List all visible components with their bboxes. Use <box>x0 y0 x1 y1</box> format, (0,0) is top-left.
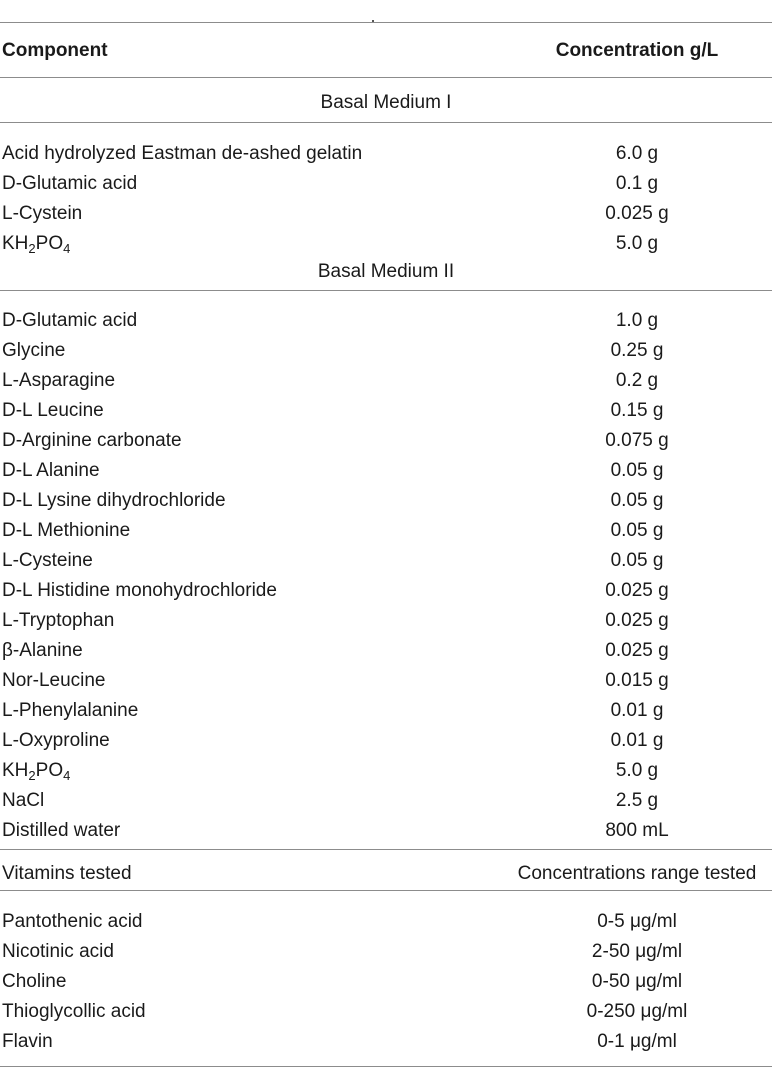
component-value: 0.15 g <box>610 400 664 421</box>
table-row <box>0 907 772 937</box>
table-row <box>0 937 772 967</box>
component-name: L-Cysteine <box>2 550 93 571</box>
basal-medium-1-rule <box>0 122 772 123</box>
component-name: L-Oxyproline <box>2 730 110 751</box>
vitamins-header-rule <box>0 890 772 891</box>
top-rule <box>0 22 772 23</box>
vitamin-range: 0-50 μg/ml <box>591 971 683 992</box>
component-value: 5.0 g <box>615 760 659 781</box>
component-name: L-Tryptophan <box>2 610 115 631</box>
header-rule <box>0 77 772 78</box>
component-value: 0.015 g <box>605 670 669 691</box>
table-row <box>0 606 772 636</box>
component-value: 0.1 g <box>615 173 659 194</box>
component-name: Nor-Leucine <box>2 670 106 691</box>
table-row <box>0 366 772 396</box>
vitamin-range: 0-5 μg/ml <box>597 911 677 932</box>
table-row <box>0 426 772 456</box>
component-value: 0.025 g <box>605 203 669 224</box>
component-name: $KH_2PO_4$ <box>2 233 71 256</box>
table-row <box>0 726 772 756</box>
table-row <box>0 967 772 997</box>
vitamin-name: Thioglycollic acid <box>2 1001 146 1022</box>
component-name: D-L Lysine dihydrochloride <box>2 490 226 511</box>
bottom-rule <box>0 1066 772 1067</box>
component-value: 0.025 g <box>605 610 669 631</box>
component-value: 0.05 g <box>610 550 664 571</box>
component-value: 0.05 g <box>610 490 664 511</box>
table-row <box>0 546 772 576</box>
component-name: Acid hydrolyzed Eastman de-ashed gelatin <box>2 143 363 164</box>
table-row <box>0 336 772 366</box>
component-value: 0.01 g <box>610 730 664 751</box>
vitamins-header-left: Vitamins tested <box>2 863 132 884</box>
component-value: 0.05 g <box>610 520 664 541</box>
component-name: NaCl <box>2 790 45 811</box>
vitamin-name: Flavin <box>2 1031 53 1052</box>
table-row <box>0 306 772 336</box>
vitamin-name: Choline <box>2 971 67 992</box>
vitamin-range: 0-1 μg/ml <box>597 1031 677 1052</box>
component-name: D-L Methionine <box>2 520 131 541</box>
component-name: D-L Alanine <box>2 460 100 481</box>
component-value: 0.2 g <box>615 370 659 391</box>
component-name: L-Cystein <box>2 203 83 224</box>
vitamin-name: Pantothenic acid <box>2 911 143 932</box>
component-value: 0.05 g <box>610 460 664 481</box>
table-row <box>0 169 772 199</box>
component-name: Glycine <box>2 340 66 361</box>
component-value: 0.075 g <box>605 430 669 451</box>
table-row <box>0 997 772 1027</box>
table-header-row <box>0 36 772 66</box>
component-name: D-L Leucine <box>2 400 104 421</box>
component-name: Distilled water <box>2 820 121 841</box>
component-value: 5.0 g <box>615 233 659 254</box>
vitamin-range: 0-250 μg/ml <box>586 1001 688 1022</box>
table-row <box>0 636 772 666</box>
table-row <box>0 696 772 726</box>
component-name: β-Alanine <box>2 640 83 661</box>
component-value: 0.025 g <box>605 640 669 661</box>
vitamin-range: 2-50 μg/ml <box>591 941 683 962</box>
table-row <box>0 576 772 606</box>
vitamins-header-row <box>0 859 772 889</box>
component-header: Component <box>2 40 108 61</box>
basal-medium-2-title: Basal Medium II <box>317 261 455 282</box>
component-name: $KH_2PO_4$ <box>2 760 71 783</box>
concentration-header: Concentration g/L <box>555 40 719 61</box>
component-name: D-Glutamic acid <box>2 173 138 194</box>
component-name: D-Arginine carbonate <box>2 430 182 451</box>
component-name: D-L Histidine monohydrochloride <box>2 580 277 601</box>
table-row <box>0 456 772 486</box>
table-row <box>0 666 772 696</box>
table-row <box>0 786 772 816</box>
vitamins-top-rule <box>0 849 772 850</box>
table-row <box>0 199 772 229</box>
basal-medium-1-title: Basal Medium I <box>320 92 452 113</box>
table-row <box>0 396 772 426</box>
vitamins-header-right: Concentrations range tested <box>517 863 757 884</box>
component-value: 0.01 g <box>610 700 664 721</box>
table-row <box>0 1027 772 1057</box>
basal-medium-2-rule <box>0 290 772 291</box>
table-row <box>0 756 772 786</box>
vitamin-name: Nicotinic acid <box>2 941 114 962</box>
component-name: L-Phenylalanine <box>2 700 139 721</box>
component-name: L-Asparagine <box>2 370 116 391</box>
component-value: 0.25 g <box>610 340 664 361</box>
table-row <box>0 139 772 169</box>
table-row <box>0 486 772 516</box>
component-value: 800 mL <box>605 820 669 841</box>
component-value: 2.5 g <box>615 790 659 811</box>
table-row <box>0 516 772 546</box>
component-value: 0.025 g <box>605 580 669 601</box>
component-name: D-Glutamic acid <box>2 310 138 331</box>
table-row <box>0 816 772 846</box>
component-value: 6.0 g <box>615 143 659 164</box>
component-value: 1.0 g <box>615 310 659 331</box>
table-row <box>0 229 772 259</box>
